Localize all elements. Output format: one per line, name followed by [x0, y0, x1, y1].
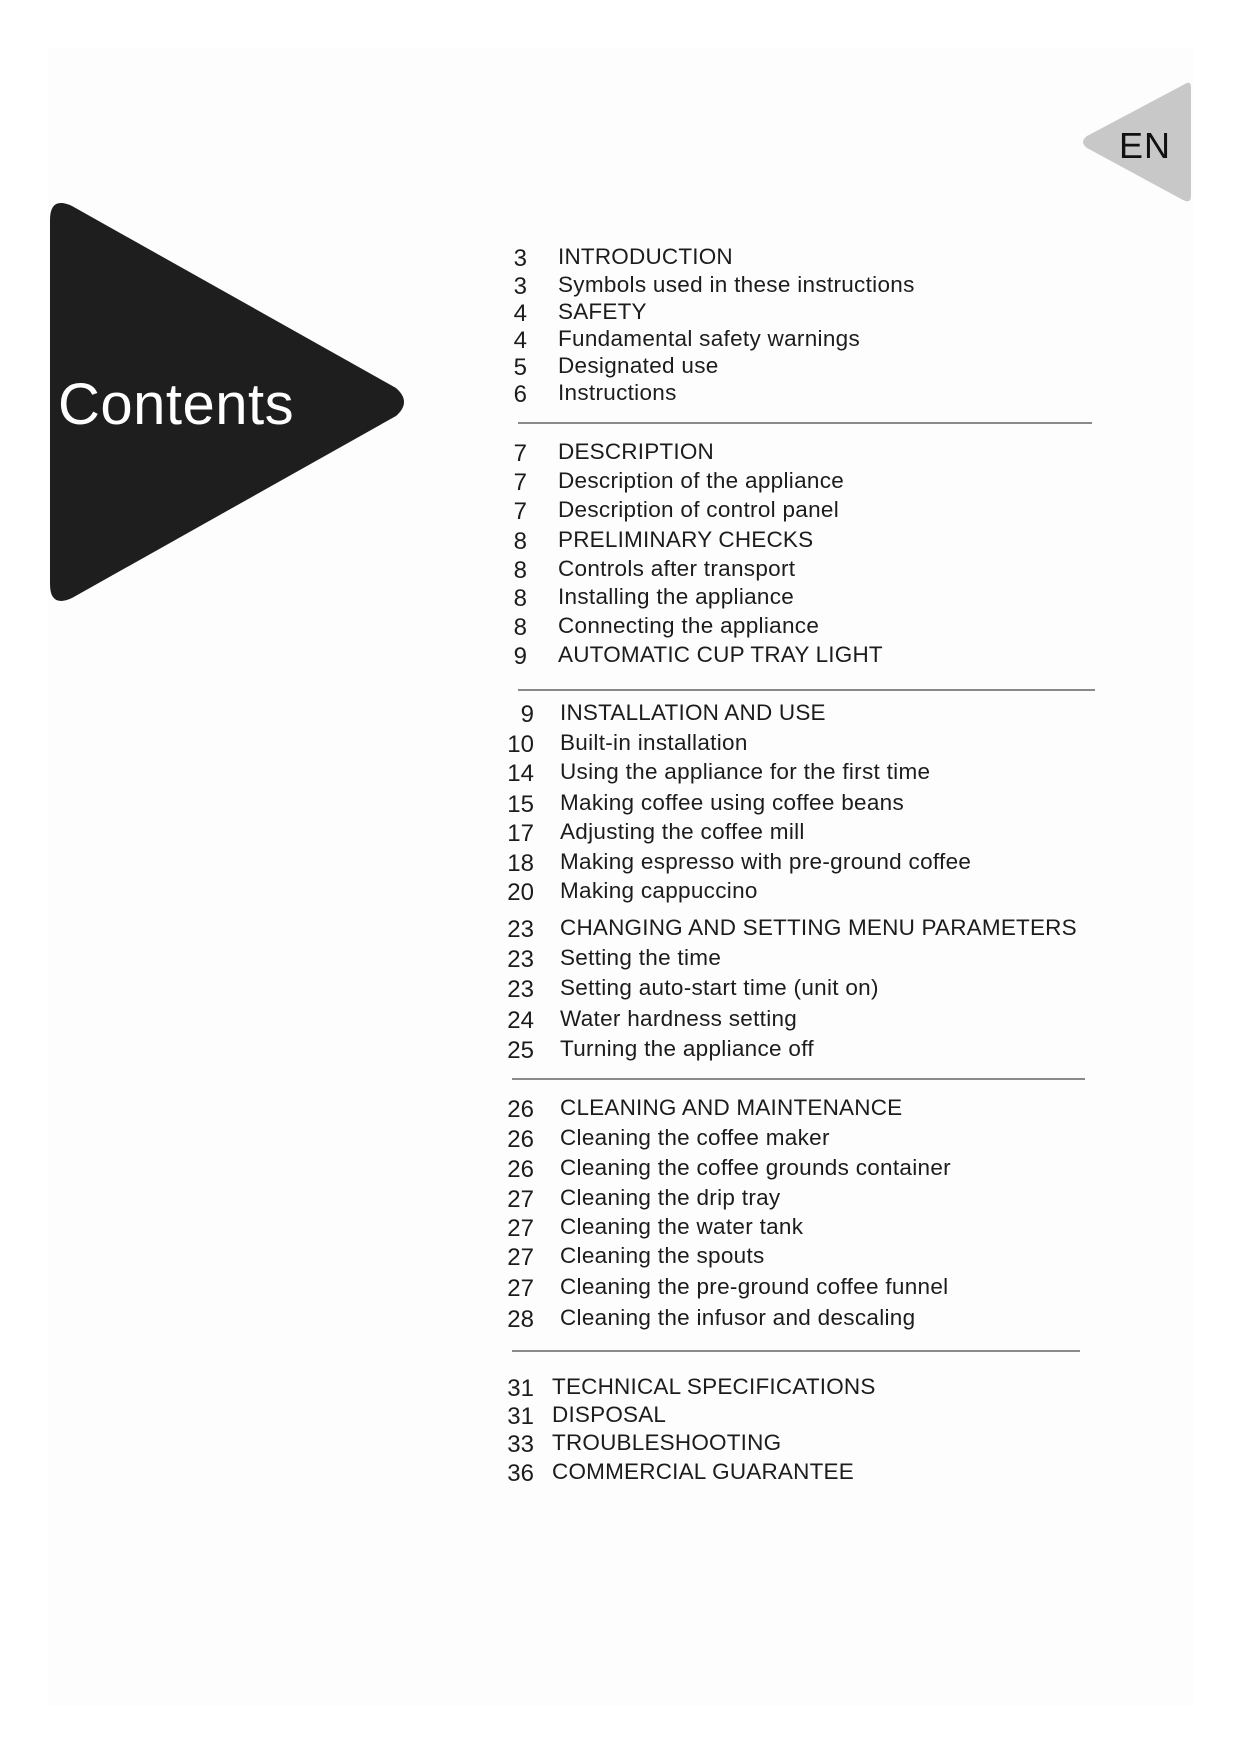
toc-page-number: 7: [513, 469, 527, 496]
toc-section-heading: SAFETY: [558, 299, 647, 324]
toc-section-heading: COMMERCIAL GUARANTEE: [552, 1459, 854, 1484]
toc-page-number: 27: [507, 1215, 534, 1242]
toc-section-heading: INTRODUCTION: [558, 244, 733, 269]
toc-subsection-title: Symbols used in these instructions: [558, 272, 915, 297]
toc-subsection-title: Designated use: [558, 353, 719, 378]
toc-page-number: 23: [507, 946, 534, 973]
toc-page-number: 8: [513, 585, 527, 612]
toc-entry[interactable]: [0, 848, 1100, 876]
toc-section-heading: AUTOMATIC CUP TRAY LIGHT: [558, 642, 883, 667]
toc-entry[interactable]: [0, 877, 1100, 905]
toc-entry[interactable]: [0, 325, 1100, 353]
language-label: EN: [1119, 125, 1172, 166]
toc-entry[interactable]: [0, 612, 1100, 640]
toc-entry[interactable]: [0, 818, 1100, 846]
toc-entry[interactable]: [0, 1005, 1100, 1033]
toc-subsection-title: Cleaning the pre-ground coffee funnel: [560, 1274, 949, 1299]
toc-page-number: 17: [507, 820, 534, 847]
toc-page-number: 7: [513, 498, 527, 525]
toc-entry[interactable]: [0, 1154, 1100, 1182]
section-divider: [518, 422, 1092, 424]
toc-entry[interactable]: [0, 379, 1100, 407]
toc-entry[interactable]: [0, 271, 1100, 299]
toc-page-number: 8: [513, 557, 527, 584]
toc-page-number: 26: [507, 1096, 534, 1123]
toc-entry[interactable]: [0, 1242, 1100, 1270]
toc-page-number: 20: [507, 879, 534, 906]
toc-subsection-title: Built-in installation: [560, 730, 748, 755]
toc-subsection-title: Using the appliance for the first time: [560, 759, 931, 784]
toc-page-number: 3: [513, 273, 527, 300]
toc-page-number: 26: [507, 1156, 534, 1183]
toc-subsection-title: Cleaning the infusor and descaling: [560, 1305, 916, 1330]
toc-entry[interactable]: [0, 555, 1100, 583]
toc-page-number: 5: [513, 354, 527, 381]
toc-subsection-title: Description of the appliance: [558, 468, 845, 493]
toc-entry[interactable]: [0, 1429, 1100, 1457]
toc-page-number: 15: [507, 791, 534, 818]
toc-subsection-title: Description of control panel: [558, 497, 840, 522]
toc-section-heading: CLEANING AND MAINTENANCE: [560, 1095, 903, 1120]
toc-entry[interactable]: [0, 1094, 1100, 1122]
toc-section-heading: CHANGING AND SETTING MENU PARAMETERS: [560, 915, 1077, 940]
toc-page-number: 23: [507, 976, 534, 1003]
toc-entry[interactable]: [0, 1273, 1100, 1301]
toc-subsection-title: Turning the appliance off: [560, 1036, 814, 1061]
toc-page-number: 31: [507, 1375, 534, 1402]
toc-section-heading: PRELIMINARY CHECKS: [558, 527, 814, 552]
toc-page-number: 4: [513, 327, 527, 354]
toc-entry[interactable]: [0, 789, 1100, 817]
toc-entry[interactable]: [0, 1373, 1100, 1401]
toc-page-number: 28: [507, 1306, 534, 1333]
toc-subsection-title: Cleaning the spouts: [560, 1243, 765, 1268]
toc-entry[interactable]: [0, 699, 1100, 727]
toc-entry[interactable]: [0, 914, 1100, 942]
toc-entry[interactable]: [0, 1035, 1100, 1063]
toc-entry[interactable]: [0, 1184, 1100, 1212]
toc-subsection-title: Setting auto-start time (unit on): [560, 975, 879, 1000]
toc-entry[interactable]: [0, 243, 1100, 271]
toc-subsection-title: Making cappuccino: [560, 878, 758, 903]
toc-page-number: 33: [507, 1431, 534, 1458]
toc-subsection-title: Installing the appliance: [558, 584, 795, 609]
toc-page-number: 36: [507, 1460, 534, 1487]
contents-title: Contents: [58, 372, 295, 437]
toc-entry[interactable]: [0, 583, 1100, 611]
toc-page-number: 9: [520, 701, 534, 728]
toc-page-number: 3: [513, 245, 527, 272]
toc-page-number: 7: [513, 440, 527, 467]
toc-subsection-title: Controls after transport: [558, 556, 796, 581]
toc-section-heading: DISPOSAL: [552, 1402, 667, 1427]
toc-entry[interactable]: [0, 526, 1100, 554]
toc-page-number: 8: [513, 614, 527, 641]
toc-page-number: 10: [507, 731, 534, 758]
toc-subsection-title: Cleaning the coffee maker: [560, 1125, 830, 1150]
section-divider: [512, 1350, 1080, 1352]
toc-entry[interactable]: [0, 758, 1100, 786]
toc-subsection-title: Instructions: [558, 380, 677, 405]
toc-page-number: 8: [513, 528, 527, 555]
toc-page-number: 26: [507, 1126, 534, 1153]
toc-page-number: 18: [507, 850, 534, 877]
section-divider: [512, 1078, 1085, 1080]
toc-page-number: 14: [507, 760, 534, 787]
toc-entry[interactable]: [0, 438, 1100, 466]
toc-page-number: 6: [513, 381, 527, 408]
toc-entry[interactable]: [0, 729, 1100, 757]
toc-section-heading: TECHNICAL SPECIFICATIONS: [552, 1374, 876, 1399]
toc-entry[interactable]: [0, 298, 1100, 326]
toc-subsection-title: Setting the time: [560, 945, 722, 970]
toc-subsection-title: Making espresso with pre-ground coffee: [560, 849, 972, 874]
section-divider: [518, 689, 1095, 691]
toc-page-number: 25: [507, 1037, 534, 1064]
toc-subsection-title: Cleaning the water tank: [560, 1214, 804, 1239]
toc-page-number: 27: [507, 1186, 534, 1213]
toc-entry[interactable]: [0, 641, 1100, 669]
toc-subsection-title: Water hardness setting: [560, 1006, 798, 1031]
toc-subsection-title: Connecting the appliance: [558, 613, 820, 638]
toc-entry[interactable]: [0, 1304, 1100, 1332]
toc-subsection-title: Adjusting the coffee mill: [560, 819, 805, 844]
toc-subsection-title: Making coffee using coffee beans: [560, 790, 905, 815]
toc-entry[interactable]: [0, 944, 1100, 972]
toc-page-number: 31: [507, 1403, 534, 1430]
toc-page-number: 23: [507, 916, 534, 943]
toc-subsection-title: Cleaning the drip tray: [560, 1185, 781, 1210]
toc-page-number: 4: [513, 300, 527, 327]
toc-page-number: 27: [507, 1275, 534, 1302]
toc-entry[interactable]: [0, 1401, 1100, 1429]
toc-entry[interactable]: [0, 1213, 1100, 1241]
toc-page-number: 27: [507, 1244, 534, 1271]
toc-section-heading: DESCRIPTION: [558, 439, 714, 464]
toc-section-heading: INSTALLATION AND USE: [560, 700, 826, 725]
toc-entry[interactable]: [0, 974, 1100, 1002]
toc-entry[interactable]: [0, 467, 1100, 495]
toc-section-heading: TROUBLESHOOTING: [552, 1430, 782, 1455]
toc-subsection-title: Cleaning the coffee grounds container: [560, 1155, 951, 1180]
toc-page-number: 9: [513, 643, 527, 670]
toc-entry[interactable]: [0, 352, 1100, 380]
toc-entry[interactable]: [0, 496, 1100, 524]
toc-entry[interactable]: [0, 1124, 1100, 1152]
toc-subsection-title: Fundamental safety warnings: [558, 326, 861, 351]
toc-entry[interactable]: [0, 1458, 1100, 1486]
toc-page-number: 24: [507, 1007, 534, 1034]
